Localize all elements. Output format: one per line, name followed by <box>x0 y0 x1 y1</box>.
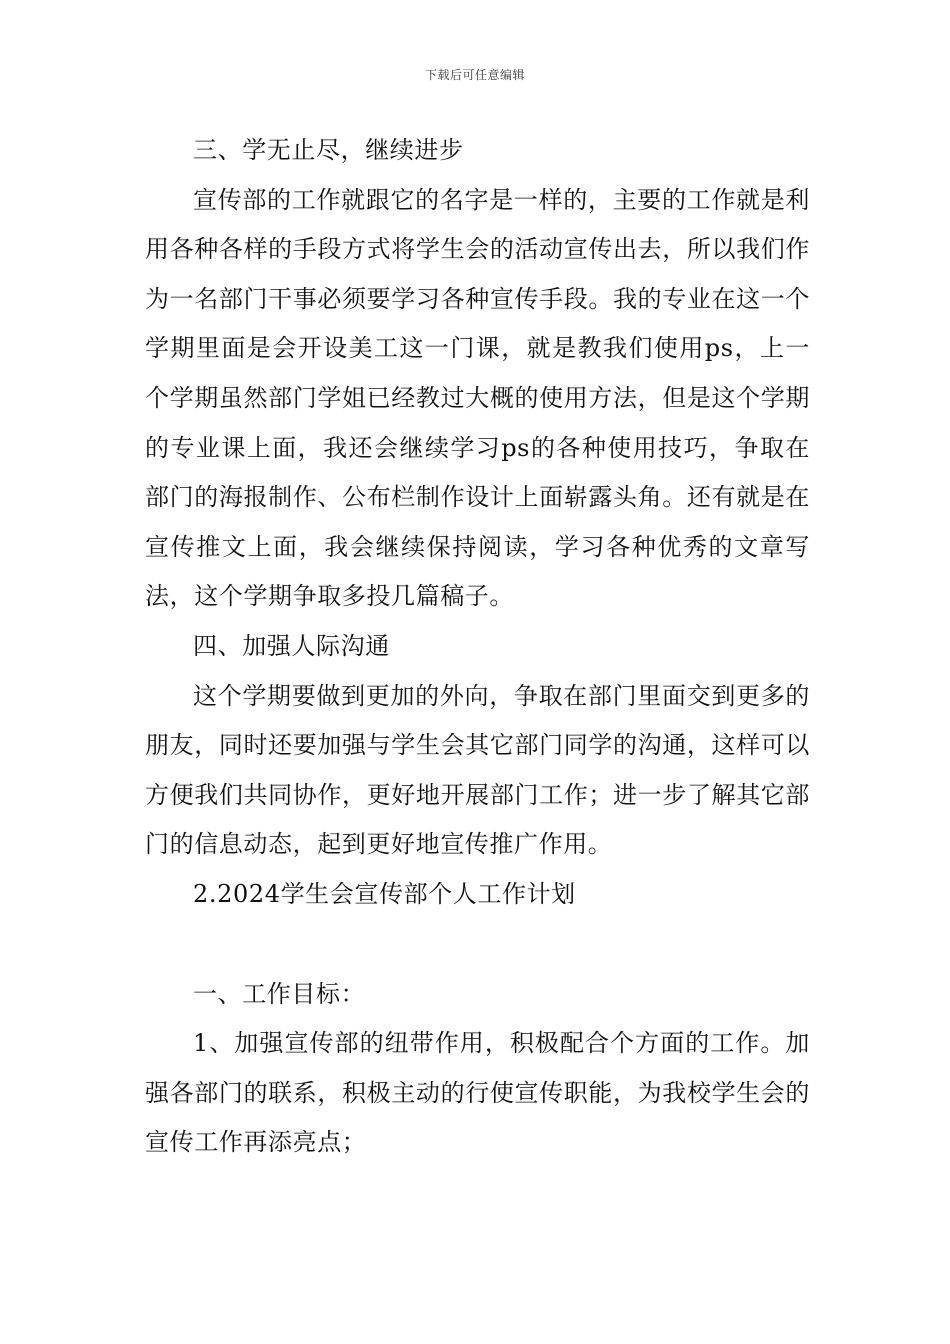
plan-title: 2.2024学生会宣传部个人工作计划 <box>193 879 576 908</box>
section-heading-3: 三、学无止尽，继续进步 <box>193 136 464 164</box>
paragraph-publicity-skills: 宣传部的工作就跟它的名字是一样的，主要的工作就是利用各种各样的手段方式将学生会的活动宣传出去，所以我们作为一名部门干事必须要学习各种宣传手段。我的专业在这一个学期里面是会开设美工这一门课，就是教我们使用ps，上一个学期虽然部门学姐已经教过大概的使用方法，但是这个学期的专业课上面，我还会继续学习ps的各种使用技巧，争取在部门的海报制作、公布栏制作设计上面崭露头角。还有就是在宣传推文上面，我会继续保持阅读，学习各种优秀的文章写法，这个学期争取多投几篇稿子。 <box>145 185 810 611</box>
blank-line <box>145 920 810 970</box>
goal-item-1: 1、加强宣传部的纽带作用，积极配合个方面的工作。加强各部门的联系，积极主动的行使宣传职能，为我校学生会的宣传工作再添亮点； <box>145 1029 810 1157</box>
paragraph-communication: 这个学期要做到更加的外向，争取在部门里面交到更多的朋友，同时还要加强与学生会其它部门同学的沟通，这样可以方便我们共同协作，更好地开展部门工作；进一步了解其它部门的信息动态，起到更好地宣传推广作用。 <box>145 681 810 859</box>
section-heading-4: 四、加强人际沟通 <box>193 631 390 660</box>
document-body <box>145 126 810 1168</box>
header-note: 下载后可任意编辑 <box>424 68 525 82</box>
goals-heading: 一、工作目标： <box>193 979 366 1008</box>
